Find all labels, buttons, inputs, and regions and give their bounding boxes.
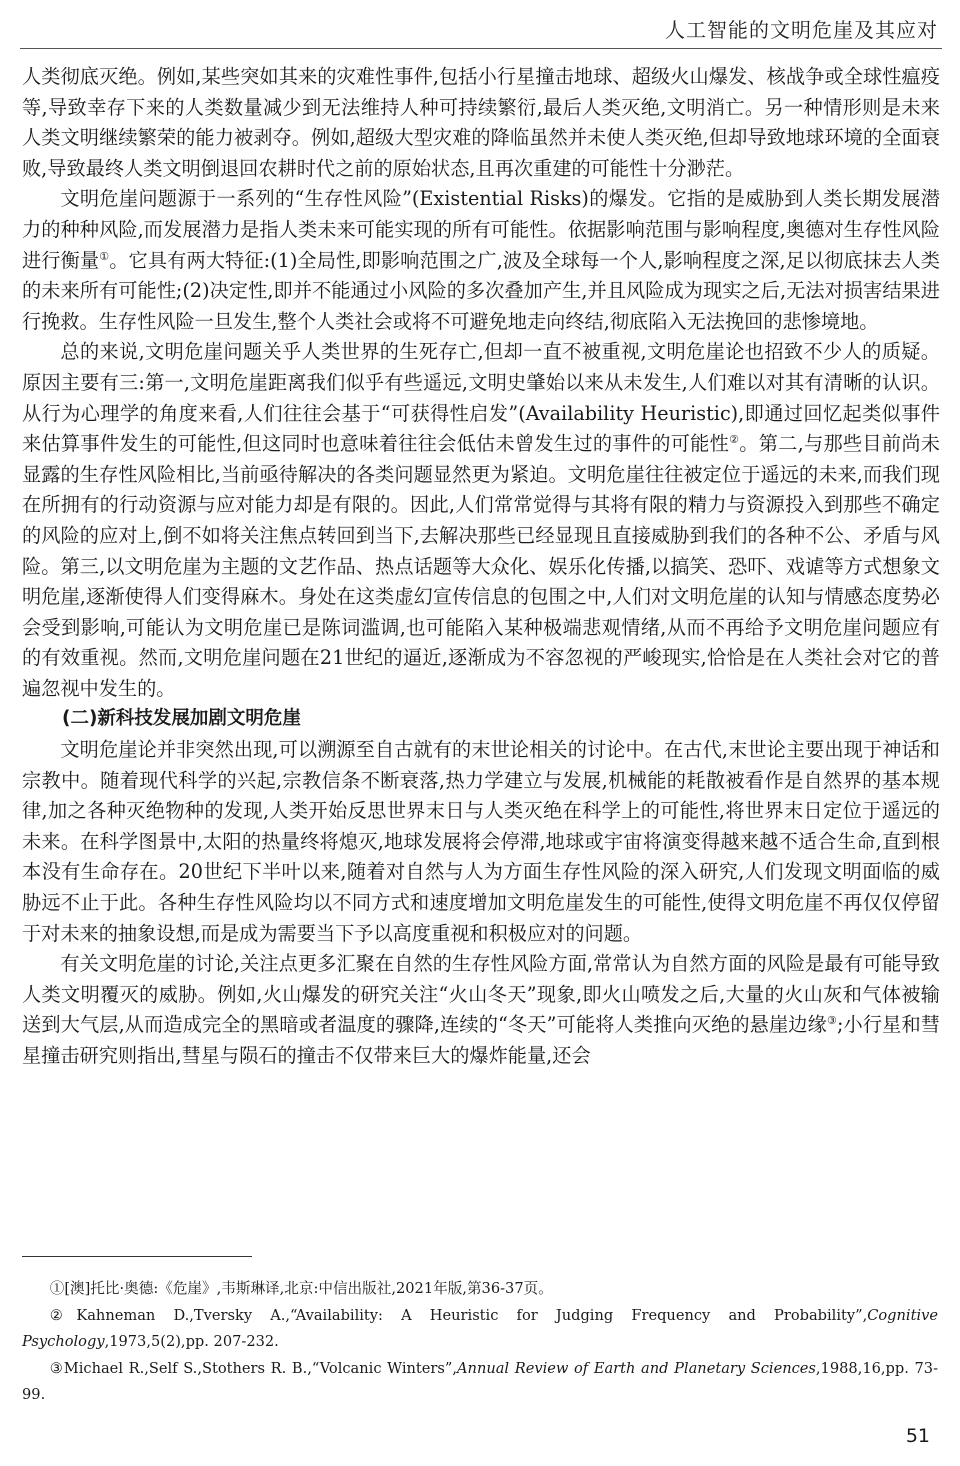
header-divider [20, 48, 942, 49]
page-number: 51 [905, 1425, 930, 1447]
footnote-ref-3[interactable]: ③ [826, 1014, 837, 1028]
footnote-1: ①[澳]托比·奥德:《危崖》,韦斯琳译,北京:中信出版社,2021年版,第36-37页。 [49, 1280, 553, 1297]
footnote-ref-1[interactable]: ① [99, 249, 110, 263]
paragraph-3: 总的来说,文明危崖问题关乎人类世界的生死存亡,但却一直不被重视,文明危崖论也招致不少人的质疑。原因主要有三:第一,文明危崖距离我们似乎有些遥远,文明史肇始以来从未发生,人们难以对其有清晰的认识。从行为心理学的角度来看,人们往往会基于“可获得性启发”(Availability Heuristic),即通过回忆起类似事件来估算事件发生的可能性,但这同时也意味着往往会低估未曾发生过的事件的可能性②。第二,与那些目前尚未显露的生存性风险相比,当前亟待解决的各类问题显然更为紧迫。文明危崖往往被定位于遥远的未来,而我们现在所拥有的行动资源与应对能力却是有限的。因此,人们常常觉得与其将有限的精力与资源投入到那些不确定的风险的应对上,倒不如将关注焦点转回到当下,去解决那些已经显现且直接威胁到我们的各种不公、矛盾与风险。第三,以文明危崖为主题的文艺作品、热点话题等大众化、娱乐化传播,以搞笑、恐吓、戏谑等方式想象文明危崖,逐渐使得人们变得麻木。身处在这类虚幻宣传信息的包围之中,人们对文明危崖的认知与情感态度势必会受到影响,可能认为文明危崖已是陈词滥调,也可能陷入某种极端悲观情绪,从而不再给予文明危崖问题应有的有效重视。然而,文明危崖问题在21世纪的逼近,逐渐成为不容忽视的严峻现实,恰恰是在人类社会对它的普遍忽视中发生的。 [22, 340, 940, 700]
paragraph-2: 文明危崖问题源于一系列的“生存性风险”(Existential Risks)的爆发。它指的是威胁到人类长期发展潜力的种种风险,而发展潜力是指人类未来可能实现的所有可能性。依据影响范围与影响程度,奥德对生存性风险进行衡量①。它具有两大特征:(1)全局性,即影响范围之广,波及全球每一个人,影响程度之深,足以彻底抹去人类的未来所有可能性;(2)决定性,即并不能通过小风险的多次叠加产生,并且风险成为现实之后,无法对损害结果进行挽救。生存性风险一旦发生,整个人类社会或将不可避免地走向终结,彻底陷入无法挽回的悲惨境地。 [22, 187, 940, 333]
paragraph-5: 有关文明危崖的讨论,关注点更多汇聚在自然的生存性风险方面,常常认为自然方面的风险是最有可能导致人类文明覆灭的威胁。例如,火山爆发的研究关注“火山冬天”现象,即火山喷发之后,大量的火山灰和气体被输送到大气层,从而造成完全的黑暗或者温度的骤降,连续的“冬天”可能将人类推向灭绝的悬崖边缘③;小行星和彗星撞击研究则指出,彗星与陨石的撞击不仅带来巨大的爆炸能量,还会 [22, 952, 940, 1067]
paragraph-4: 文明危崖论并非突然出现,可以溯源至自古就有的末世论相关的讨论中。在古代,末世论主要出现于神话和宗教中。随着现代科学的兴起,宗教信条不断衰落,热力学建立与发展,机械能的耗散被看作是自然界的基本规律,加之各种灭绝物种的发现,人类开始反思世界末日与人类灭绝在科学上的可能性,将世界末日定位于遥远的未来。在科学图景中,太阳的热量终将熄灭,地球发展将会停滞,地球或宇宙将演变得越来越不适合生命,直到根本没有生命存在。20世纪下半叶以来,随着对自然与人为方面生存性风险的深入研究,人们发现文明面临的威胁远不止于此。各种生存性风险均以不同方式和速度增加文明危崖发生的可能性,使得文明危崖不再仅仅停留于对未来的抽象设想,而是成为需要当下予以高度重视和积极应对的问题。 [22, 738, 940, 945]
header-title: 人工智能的文明危崖及其应对 [665, 18, 938, 42]
section-heading: (二)新科技发展加剧文明危崖 [62, 708, 301, 730]
footnote-divider [22, 1256, 252, 1257]
running-header [0, 0, 960, 42]
paragraph-1: 人类彻底灭绝。例如,某些突如其来的灾难性事件,包括小行星撞击地球、超级火山爆发、核战争或全球性瘟疫等,导致幸存下来的人类数量减少到无法维持人种可持续繁衍,最后人类灭绝,文明消亡。另一种情形则是未来人类文明继续繁荣的能力被剥夺。例如,超级大型灾难的降临虽然并未使人类灭绝,但却导致地球环境的全面衰败,导致最终人类文明倒退回农耕时代之前的原始状态,且再次重建的可能性十分渺茫。 [22, 65, 940, 180]
article-body [22, 62, 940, 1072]
footnotes [22, 1276, 938, 1409]
footnote-3: ③Michael R.,Self S.,Stothers R. B.,“Volcanic Winters”,Annual Review of Earth and Planetary Sciences,1988,16,pp. 73-99. [22, 1359, 938, 1403]
footnote-2: ②Kahneman D.,Tversky A.,“Availability: A Heuristic for Judging Frequency and Probability”,Cognitive Psychology,1973,5(2),pp. 207-232. [22, 1306, 938, 1350]
footnote-ref-2[interactable]: ② [729, 433, 740, 447]
